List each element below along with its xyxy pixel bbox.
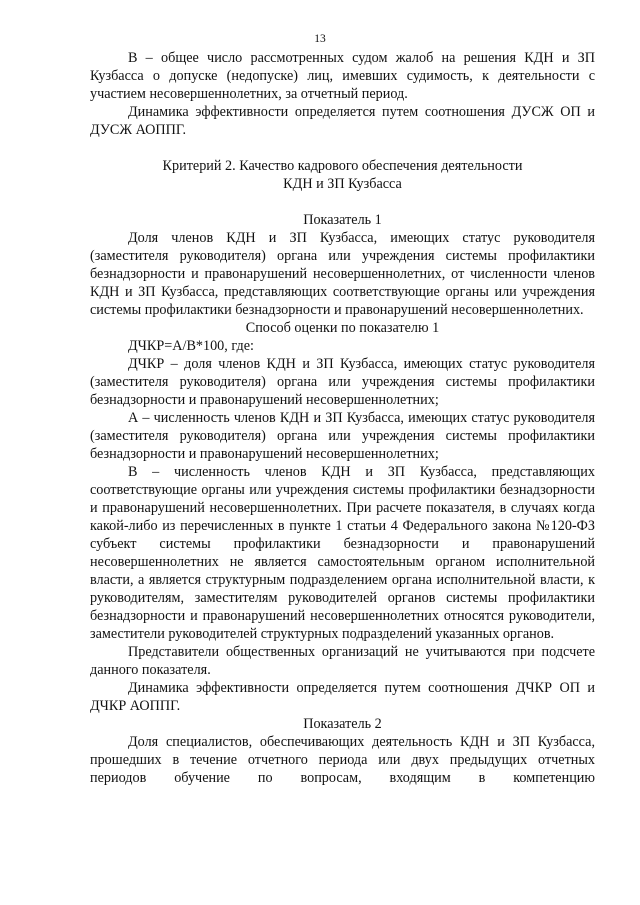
method-title: Способ оценки по показателю 1 — [245, 320, 440, 336]
paragraph-a-definition: А – численность членов КДН и ЗП Кузбасса, имеющих статус руководителя (заместителя руководителя) органа или учреждения системы профилактики безнадзорности и правонарушений несовершеннолетних; — [90, 410, 595, 462]
paragraph-dynamics-dchkr: Динамика эффективности определяется путем соотношения ДЧКР ОП и ДЧКР АОППГ. — [90, 680, 595, 714]
criterion-title-line2: КДН и ЗП Кузбасса — [283, 176, 402, 192]
formula: ДЧКР=А/В*100, где: — [128, 338, 254, 354]
paragraph-b-count-definition: В – численность членов КДН и ЗП Кузбасса, представляющих соответствующие органы или учреждения системы профилактики безнадзорности и правонарушений несовершеннолетних. При расчете показателя, в случаях когда какой-либо из перечисленных в пункте 1 статьи 4 Федерального закона №120-ФЗ субъект системы профилактики безнадзорности и правонарушений несовершеннолетних не является самостоятельным органом исполнительной власти, а является структурным подразделением органа исполнительной власти, к руководителям, заместителям руководителей органов системы профилактики безнадзорности и правонарушений несовершеннолетних относятся руководители, заместители руководителей структурных подразделений указанных органов. — [90, 464, 595, 642]
paragraph-b-definition: В – общее число рассмотренных судом жалоб на решения КДН и ЗП Кузбасса о допуске (недопуске) лиц, имевших судимость, к деятельности с участием несовершеннолетних, за отчетный период. — [90, 50, 595, 102]
page-content — [90, 49, 595, 787]
indicator-2-title: Показатель 2 — [303, 716, 382, 732]
paragraph-indicator-2-description: Доля специалистов, обеспечивающих деятельность КДН и ЗП Кузбасса, прошедших в течение отчетного периода или двух предыдущих отчетных периодов обучение по вопросам, входящим в компетенцию — [90, 734, 595, 786]
paragraph-indicator-1-description: Доля членов КДН и ЗП Кузбасса, имеющих статус руководителя (заместителя руководителя) органа или учреждения системы профилактики безнадзорности и правонарушений несовершеннолетних, от численности членов КДН и ЗП Кузбасса, представляющих соответствующие органы или учреждения системы профилактики безнадзорности и правонарушений несовершеннолетних. — [90, 230, 595, 318]
indicator-1-title: Показатель 1 — [303, 212, 382, 228]
criterion-title-line1: Критерий 2. Качество кадрового обеспечения деятельности — [162, 158, 523, 174]
paragraph-public-organizations: Представители общественных организаций не учитываются при подсчете данного показателя. — [90, 644, 595, 678]
paragraph-dynamics-dusj: Динамика эффективности определяется путем соотношения ДУСЖ ОП и ДУСЖ АОППГ. — [90, 104, 595, 138]
page-number: 13 — [314, 33, 326, 45]
paragraph-dchkr-definition: ДЧКР – доля членов КДН и ЗП Кузбасса, имеющих статус руководителя (заместителя руководителя) органа или учреждения системы профилактики безнадзорности и правонарушений несовершеннолетних; — [90, 356, 595, 408]
